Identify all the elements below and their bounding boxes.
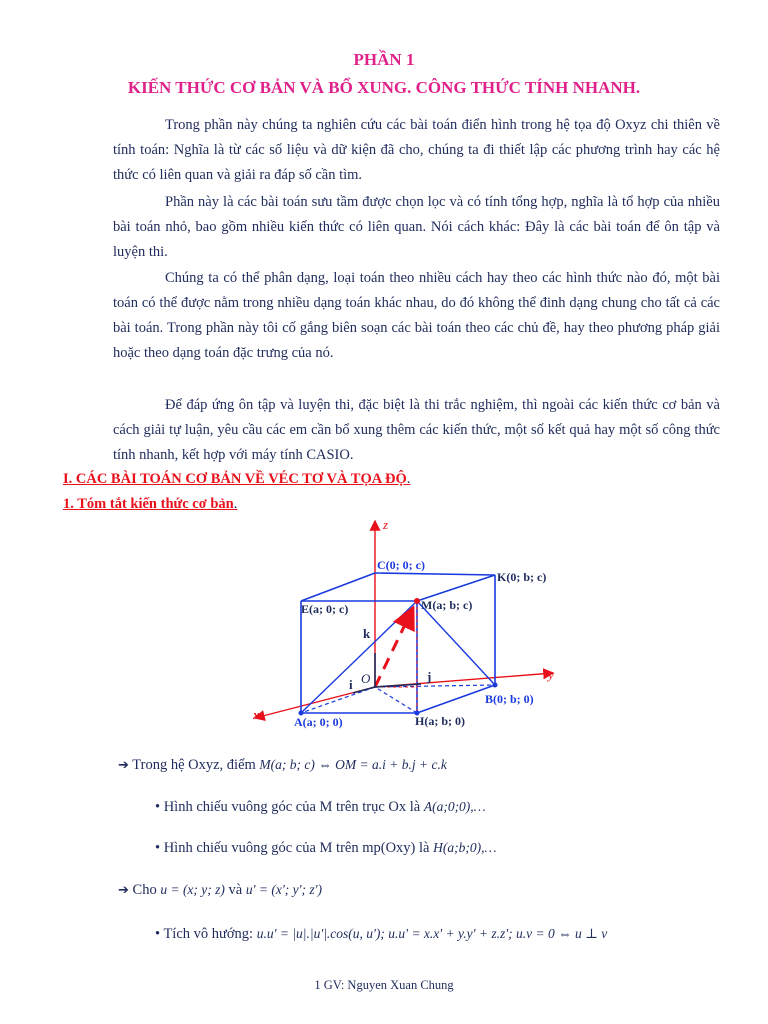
edge-hb	[417, 685, 495, 713]
label-unit-k: k	[363, 626, 371, 641]
label-k-point: K(0; b; c)	[497, 570, 547, 584]
formula-line-5	[155, 926, 607, 943]
edge-oh	[375, 687, 417, 713]
point-m	[414, 598, 420, 604]
section-heading-text: I. CÁC BÀI TOÁN CƠ BẢN VỀ VÉC TƠ VÀ TỌA ĐỘ	[63, 471, 407, 487]
paragraph-3	[113, 266, 720, 366]
label-unit-i: i	[349, 677, 353, 692]
label-a: A(a; 0; 0)	[294, 715, 343, 729]
label-e: E(a; 0; c)	[301, 602, 349, 616]
subsection-heading: 1. Tóm tắt kiến thức cơ bản.	[63, 496, 238, 512]
paragraph-1-text: Trong phần này chúng ta nghiên cứu các bài toán điển hình trong hệ tọa độ Oxyz chi thiên về tính toán: Nghĩa là từ các số liệu và dữ kiện đã cho, chúng ta đi thiết lập các phương trình hay các hệ thức có liên quan và giải ra đáp số cần tìm.	[113, 117, 720, 183]
unit-i	[353, 687, 375, 693]
vector-om	[375, 608, 413, 687]
formula-4-and: và	[228, 882, 243, 898]
formula-line-3	[155, 840, 496, 857]
label-b: B(0; b; 0)	[485, 692, 534, 706]
formula-5-prefix: • Tích vô hướng:	[155, 926, 254, 942]
formula-line-4	[118, 882, 322, 899]
formula-3-math: H(a;b;0),…	[433, 840, 497, 855]
label-z: z	[383, 517, 389, 532]
arrow-bullet-icon: ➔	[118, 758, 129, 773]
formula-1-math: M(a; b; c) ⇔ OM = a.i + b.j + c.k	[259, 757, 447, 772]
paragraph-1	[113, 113, 720, 188]
formula-2-math: A(a;0;0),…	[423, 799, 486, 814]
paragraph-4-text: Để đáp ứng ôn tập và luyện thi, đặc biệt là thi trắc nghiệm, thì ngoài các kiến thức cơ bản và cách giải tự luận, yêu cầu các em cần bổ xung thêm các kiến thức, một số kết quả hay một số công thức tính nhanh, kết hợp với máy tính CASIO.	[113, 397, 720, 463]
formula-line-2	[155, 799, 486, 816]
label-c: C(0; 0; c)	[377, 558, 425, 572]
formula-3-prefix: • Hình chiếu vuông góc của M trên mp(Oxy) là	[155, 840, 430, 856]
label-h: H(a; b; 0)	[415, 714, 465, 728]
paragraph-4	[113, 393, 720, 468]
formula-4-math-u: u = (x; y; z)	[160, 882, 225, 897]
coordinate-box-figure	[243, 513, 573, 738]
paragraph-2-text: Phần này là các bài toán sưu tầm được chọn lọc và có tính tổng hợp, nghĩa là tổ hợp của nhiều bài toán nhỏ, bao gồm nhiều kiến thức có liên quan. Nói cách khác: Đây là các bài toán để ôn tập và luyện thi.	[113, 194, 720, 260]
part-title: PHẦN 1	[353, 50, 415, 69]
section-heading: I. CÁC BÀI TOÁN CƠ BẢN VỀ VÉC TƠ VÀ TỌA ĐỘ.	[63, 471, 411, 487]
edge-ce	[301, 573, 375, 601]
arrow-bullet-icon: ➔	[118, 883, 129, 898]
formula-1-prefix: Trong hệ Oxyz, điểm	[132, 757, 256, 773]
subsection-heading-text: 1. Tóm tắt kiến thức cơ bản	[63, 496, 234, 512]
formula-5-math: u.u' = |u|.|u'|.cos(u, u'); u.u' = x.x' + y.y' + z.z'; u.v = 0 ⇔ u ⊥ v	[256, 926, 608, 941]
formula-4-prefix: Cho	[132, 882, 157, 898]
formula-2-prefix: • Hình chiếu vuông góc của M trên trục Ox là	[155, 799, 421, 815]
label-o: O	[361, 671, 371, 686]
edge-ck	[375, 573, 495, 575]
paragraph-2	[113, 190, 720, 265]
formula-4-math-u-prime: u' = (x'; y'; z')	[245, 882, 322, 897]
formula-line-1	[118, 757, 447, 774]
label-y: y	[548, 667, 554, 682]
label-x: x	[253, 707, 260, 722]
label-m: M(a; b; c)	[421, 598, 473, 612]
point-b	[493, 683, 498, 688]
page-footer: 1 GV: Nguyen Xuan Chung	[314, 978, 454, 992]
edge-oa	[301, 687, 375, 713]
page-title: KIẾN THỨC CƠ BẢN VÀ BỔ XUNG. CÔNG THỨC TÍNH NHANH.	[127, 78, 641, 97]
label-unit-j: j	[427, 669, 432, 684]
diag-am	[301, 601, 417, 713]
paragraph-3-text: Chúng ta có thể phân dạng, loại toán theo nhiều cách hay theo các hình thức nào đó, một bài toán có thể được nằm trong nhiều dạng toán khác nhau, do đó không thể đinh dạng chung cho tất cả các bài toán. Trong phần này tôi cố gắng biên soạn các bài toán theo các chủ đề, hay theo phương pháp giải hoặc theo dạng toán đặc trưng của nó.	[113, 270, 720, 361]
